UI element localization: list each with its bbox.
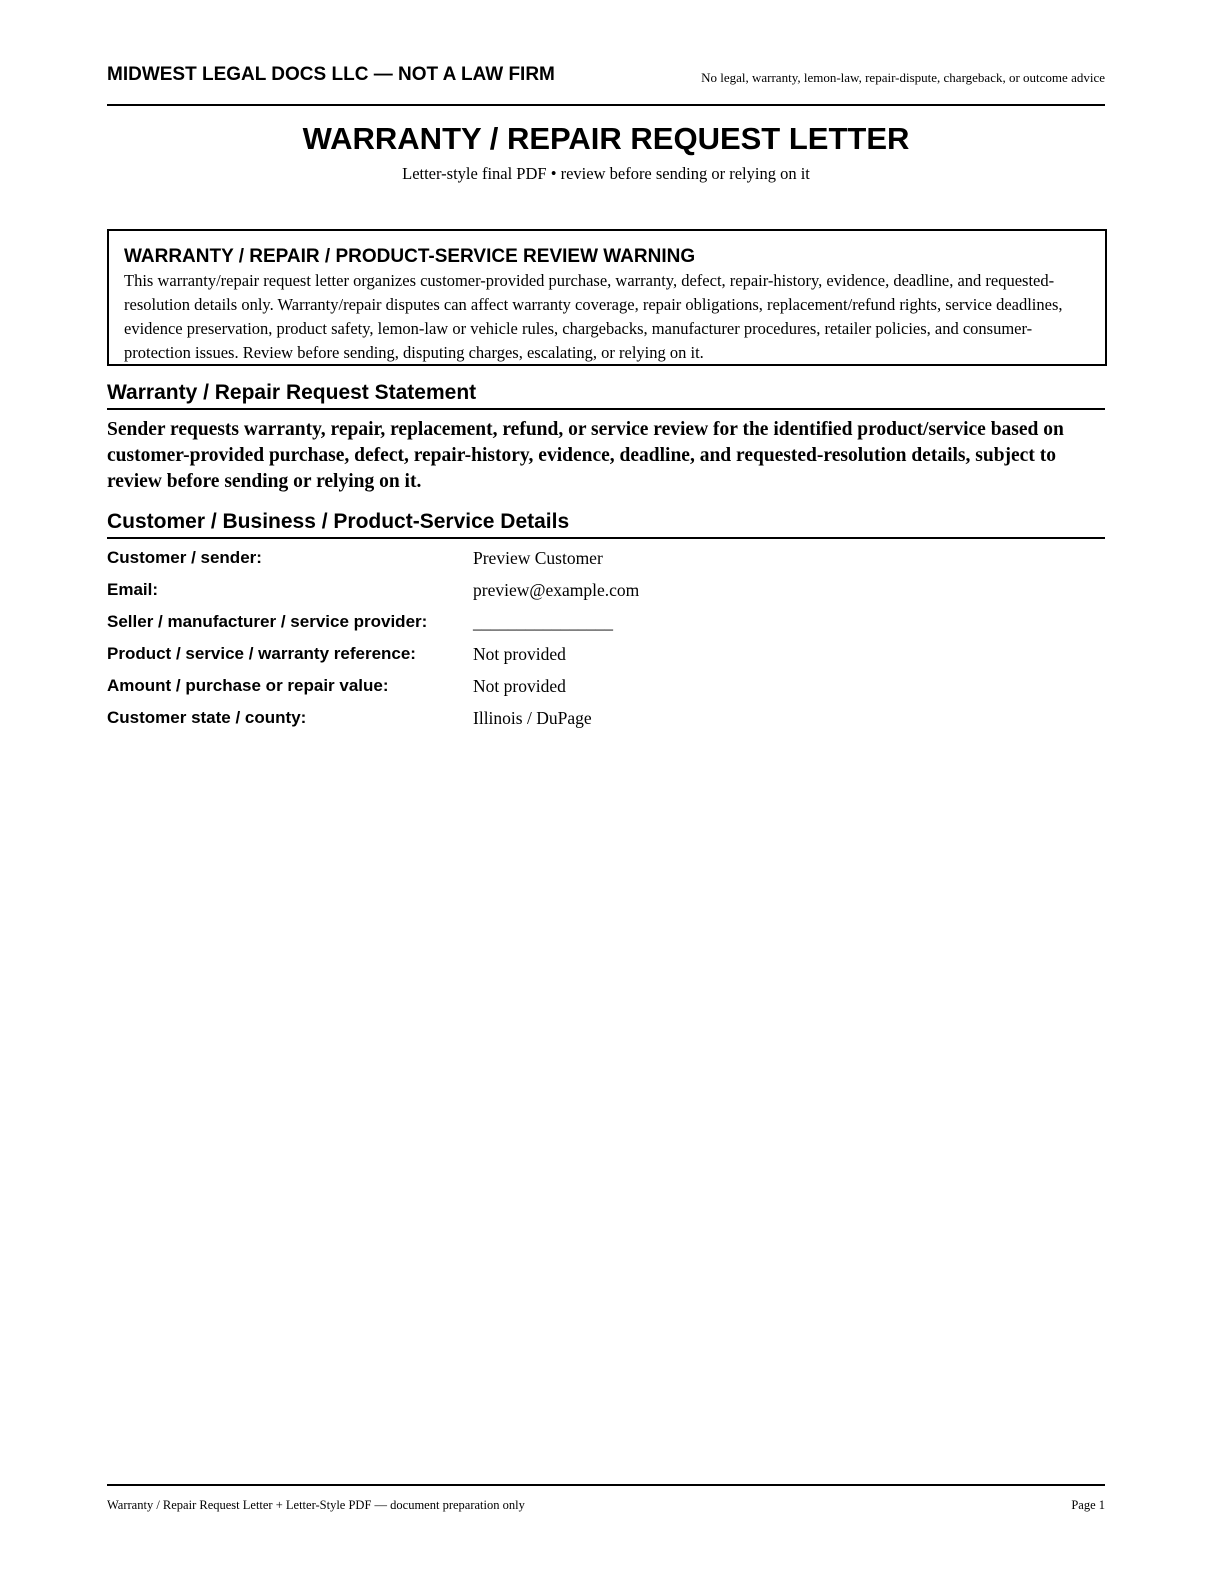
detail-value: Not provided (473, 644, 566, 664)
detail-label: Amount / purchase or repair value: (107, 676, 389, 695)
detail-row-email (107, 577, 1105, 609)
detail-label: Customer / sender: (107, 548, 262, 567)
detail-label: Seller / manufacturer / service provider: (107, 612, 428, 631)
details-list (107, 545, 1105, 737)
detail-value: Not provided (473, 676, 566, 696)
detail-row-amount (107, 673, 1105, 705)
header-bar (107, 62, 1105, 106)
detail-label: Customer state / county: (107, 708, 307, 727)
firm-name: MIDWEST LEGAL DOCS LLC — NOT A LAW FIRM (107, 64, 555, 85)
detail-row-seller (107, 609, 1105, 641)
footer (107, 1484, 1105, 1512)
statement-heading: Warranty / Repair Request Statement (107, 380, 1105, 410)
detail-value: Illinois / DuPage (473, 708, 592, 728)
document-title: WARRANTY / REPAIR REQUEST LETTER (302, 121, 910, 156)
detail-value: Preview Customer (473, 548, 603, 568)
detail-row-state (107, 705, 1105, 737)
warning-body: This warranty/repair request letter organizes customer-provided purchase, warranty, defect, repair-history, evidence, deadline, and requested-resolution details only. Warranty/repair disputes can affect warranty coverage, repair obligations, replacement/refund rights, service deadlines, evidence preservation, product safety, lemon-law or vehicle rules, chargebacks, manufacturer procedures, retailer policies, and consumer-protection issues. Review before sending, disputing charges, escalating, or relying on it. (124, 271, 1063, 362)
document-subtitle: Letter-style final PDF • review before sending or relying on it (402, 164, 810, 183)
document-page (107, 0, 1105, 1584)
details-heading: Customer / Business / Product-Service Details (107, 509, 1105, 539)
page-number: Page 1 (1071, 1498, 1105, 1512)
detail-label: Product / service / warranty reference: (107, 644, 416, 663)
statement-text: Sender requests warranty, repair, replacement, refund, or service review for the identified product/service based on customer-provided purchase, defect, repair-history, evidence, deadline, and requested-resolution details, subject to review before sending or relying on it. (107, 419, 1064, 492)
header-disclaimer: No legal, warranty, lemon-law, repair-dispute, chargeback, or outcome advice (701, 70, 1105, 85)
footer-note: Warranty / Repair Request Letter + Letter-Style PDF — document preparation only (107, 1498, 525, 1512)
detail-value-blank: ________________ (473, 612, 613, 632)
detail-value: preview@example.com (473, 580, 640, 600)
warning-title: WARRANTY / REPAIR / PRODUCT-SERVICE REVIEW WARNING (124, 246, 696, 267)
detail-row-product (107, 641, 1105, 673)
warning-box (107, 229, 1107, 366)
detail-row-customer (107, 545, 1105, 577)
detail-label: Email: (107, 580, 159, 599)
